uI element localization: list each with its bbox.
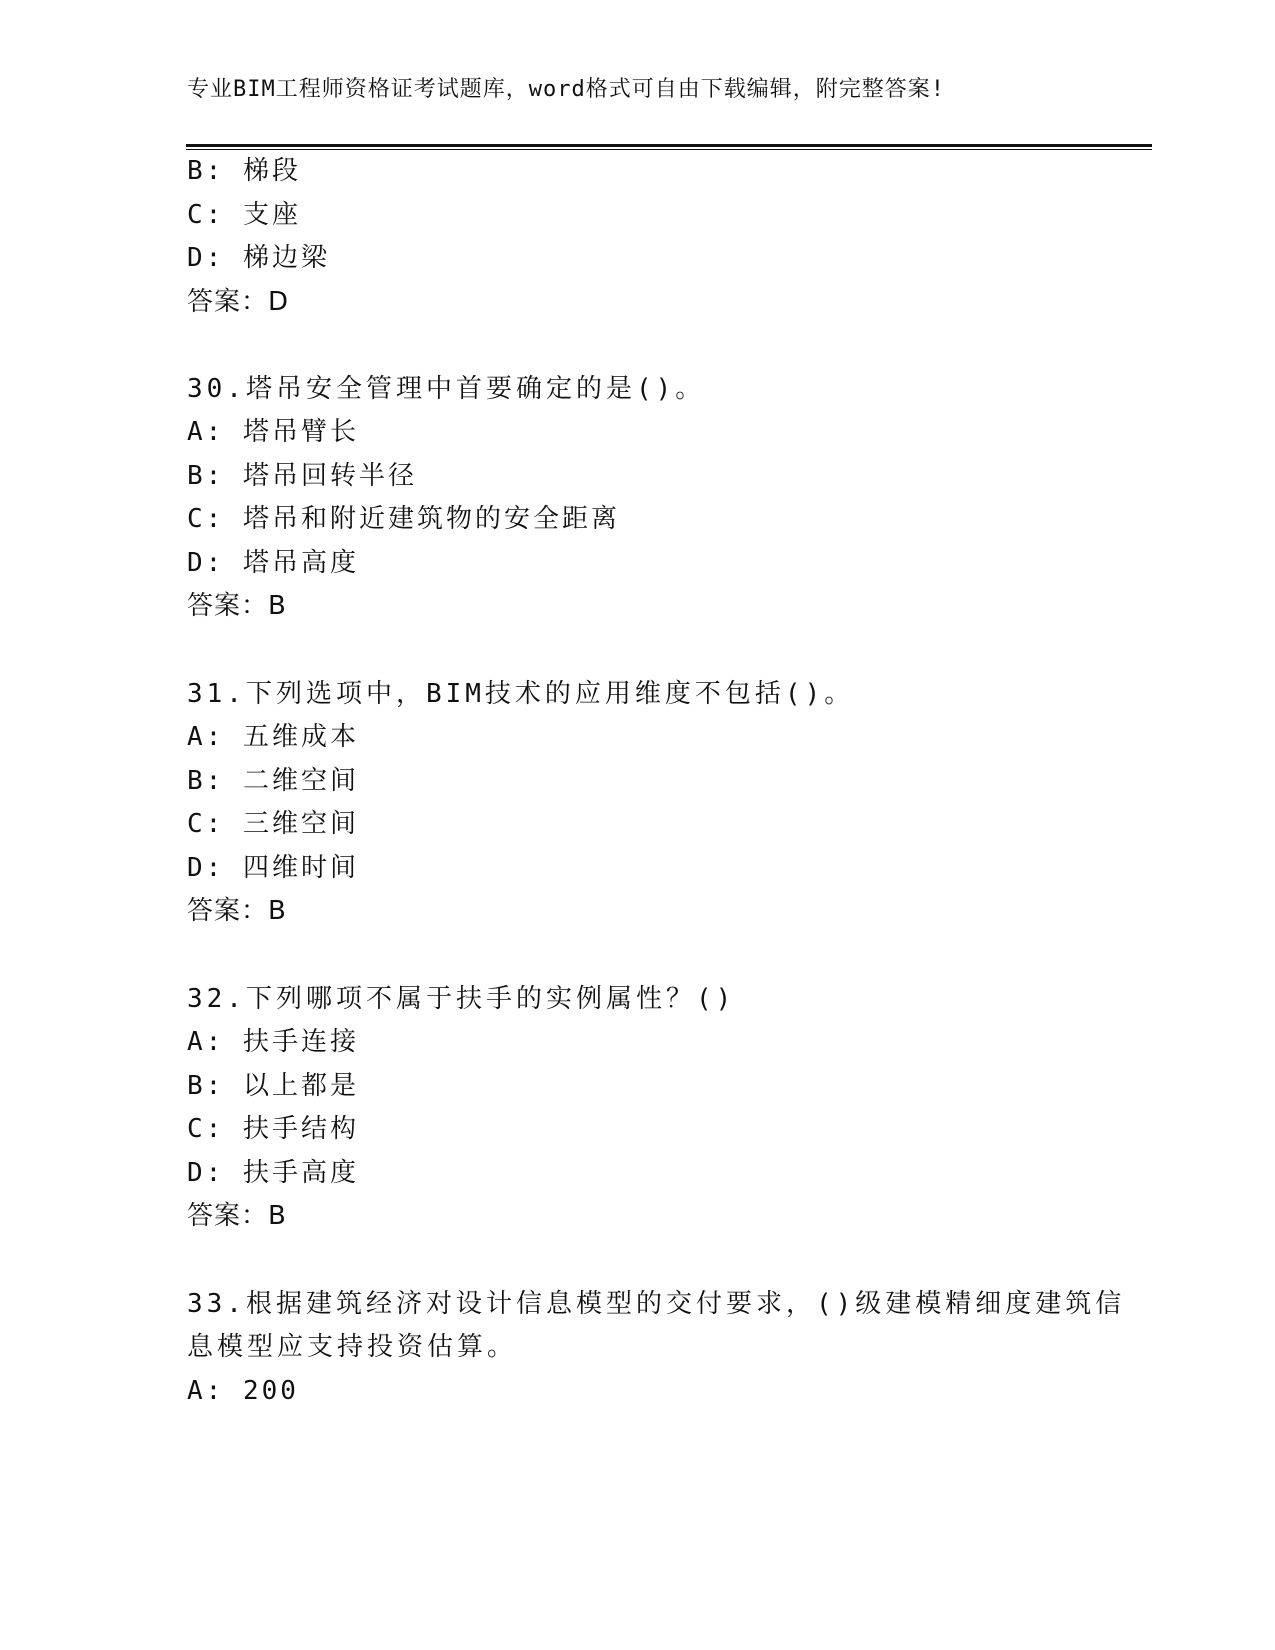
q32-option-d: D: 扶手高度 [187,1158,359,1188]
q32-stem: 32.下列哪项不属于扶手的实例属性？() [187,984,736,1014]
q29-option-b: B: 梯段 [187,156,301,186]
header-note: 专业BIM工程师资格证考试题库，word格式可自由下载编辑，附完整答案! [187,77,945,102]
q31-option-b: B: 二维空间 [187,766,359,796]
q32-option-b: B: 以上都是 [187,1071,359,1101]
q32-answer: 答案：B [187,1201,287,1231]
q32-option-a: A: 扶手连接 [187,1027,359,1057]
q33-option-a: A: 200 [187,1376,299,1406]
q33-stem-line1: 33.根据建筑经济对设计信息模型的交付要求，()级建模精细度建筑信 [187,1289,1126,1319]
header-rule-thin [186,149,1152,150]
q33-stem-line2: 息模型应支持投资估算。 [187,1332,518,1362]
q29-option-d: D: 梯边梁 [187,243,330,273]
q30-option-c: C: 塔吊和附近建筑物的安全距离 [187,504,620,534]
q32-option-c: C: 扶手结构 [187,1114,359,1144]
q29-answer: 答案：D [187,287,290,317]
q31-answer: 答案：B [187,896,287,926]
q31-option-d: D: 四维时间 [187,853,359,883]
q29-option-c: C: 支座 [187,200,301,230]
q30-option-d: D: 塔吊高度 [187,548,359,578]
q30-stem: 30.塔吊安全管理中首要确定的是()。 [187,374,706,404]
header-rule-thick [186,144,1152,147]
q30-option-a: A: 塔吊臂长 [187,417,359,447]
q31-option-c: C: 三维空间 [187,809,359,839]
q30-option-b: B: 塔吊回转半径 [187,461,417,491]
q30-answer: 答案：B [187,591,287,621]
q31-option-a: A: 五维成本 [187,722,359,752]
q31-stem: 31.下列选项中，BIM技术的应用维度不包括()。 [187,679,855,709]
